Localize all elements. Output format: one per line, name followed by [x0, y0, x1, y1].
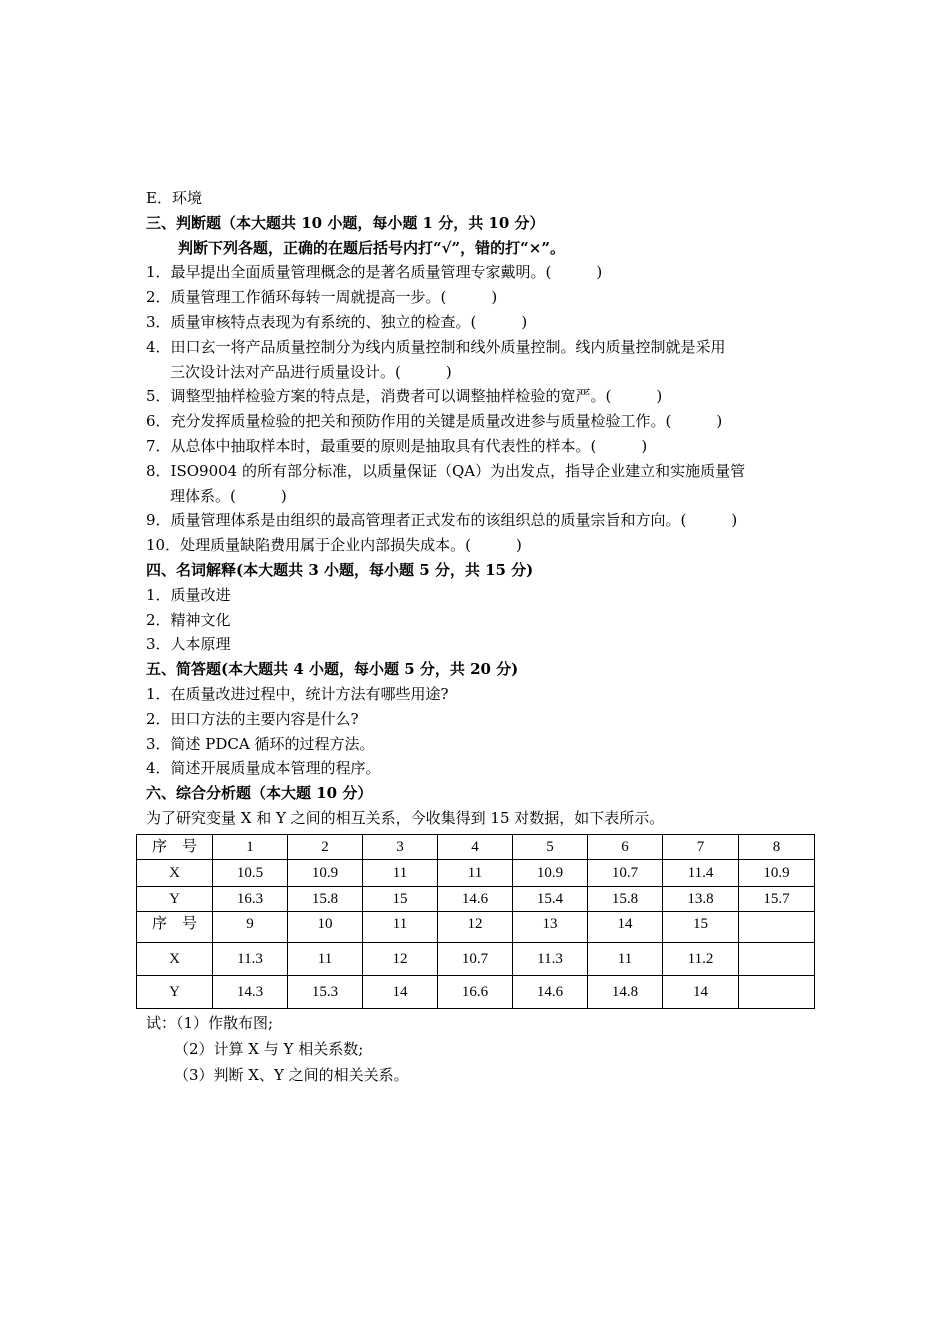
- table-cell: 2: [288, 835, 363, 860]
- table-cell: 11: [363, 860, 438, 887]
- table-cell: 11.3: [513, 943, 588, 976]
- table-cell: X: [137, 860, 213, 887]
- section-6-heading: 六、综合分析题（本大题 10 分）: [146, 784, 373, 803]
- task-list: [146, 1010, 816, 1088]
- table-row: [137, 887, 815, 912]
- table-row: [137, 943, 815, 976]
- table-cell: 15.4: [513, 887, 588, 912]
- table-cell: 15: [363, 887, 438, 912]
- tf-question-9: 9．质量管理体系是由组织的最高管理者正式发布的该组织总的质量宗旨和方向。( ): [146, 511, 738, 530]
- task-3: （3）判断 X、Y 之间的相关关系。: [174, 1066, 409, 1084]
- table-cell: 16.6: [438, 976, 513, 1009]
- table-cell: 11: [288, 943, 363, 976]
- table-cell: Y: [137, 976, 213, 1009]
- table-row: [137, 860, 815, 887]
- table-cell: 12: [438, 912, 513, 943]
- table-cell: 9: [213, 912, 288, 943]
- table-cell: 14.6: [438, 887, 513, 912]
- table-cell: 16.3: [213, 887, 288, 912]
- table-cell: 15.8: [288, 887, 363, 912]
- table-cell: 11.4: [663, 860, 739, 887]
- table-cell: 1: [213, 835, 288, 860]
- table-cell: 序 号: [137, 912, 213, 943]
- table-cell: 10: [288, 912, 363, 943]
- table-cell: 8: [739, 835, 815, 860]
- table-cell: 14.6: [513, 976, 588, 1009]
- term-2: 2．精神文化: [146, 610, 231, 629]
- table-cell: 13: [513, 912, 588, 943]
- tf-question-6: 6．充分发挥质量检验的把关和预防作用的关键是质量改进参与质量检验工作。( ): [146, 412, 723, 431]
- short-question-4: 4．简述开展质量成本管理的程序。: [146, 759, 381, 778]
- table-cell: 6: [588, 835, 663, 860]
- table-cell: 11: [363, 912, 438, 943]
- short-question-2: 2．田口方法的主要内容是什么?: [146, 709, 359, 728]
- table-cell: 3: [363, 835, 438, 860]
- table-cell: 14: [588, 912, 663, 943]
- table-cell: 11.2: [663, 943, 739, 976]
- section-3-heading: 三、判断题（本大题共 10 小题，每小题 1 分，共 10 分）: [146, 213, 545, 232]
- table-cell: 10.7: [438, 943, 513, 976]
- table-cell: 10.7: [588, 860, 663, 887]
- table-cell: 5: [513, 835, 588, 860]
- task-2: （2）计算 X 与 Y 相关系数;: [174, 1040, 364, 1058]
- section-6-intro: 为了研究变量 X 和 Y 之间的相互关系，今收集得到 15 对数据，如下表所示。: [146, 808, 665, 827]
- table-cell: 15: [663, 912, 739, 943]
- table-cell: 14.8: [588, 976, 663, 1009]
- table-cell: 10.9: [513, 860, 588, 887]
- short-question-3: 3．简述 PDCA 循环的过程方法。: [146, 734, 375, 753]
- term-1: 1．质量改进: [146, 585, 231, 604]
- table-cell: 7: [663, 835, 739, 860]
- table-cell: 14: [363, 976, 438, 1009]
- task-1: 试：（1）作散布图;: [146, 1014, 274, 1032]
- table-row: [137, 976, 815, 1009]
- tf-question-4: 4．田口玄一将产品质量控制分为线内质量控制和线外质量控制。线内质量控制就是采用: [146, 337, 726, 356]
- tf-question-10: 10．处理质量缺陷费用属于企业内部损失成本。( ): [146, 536, 522, 555]
- option-e: E．环境: [146, 189, 202, 207]
- table-cell: 10.5: [213, 860, 288, 887]
- table-cell: 11.3: [213, 943, 288, 976]
- table-cell: 15.3: [288, 976, 363, 1009]
- tf-question-1: 1．最早提出全面质量管理概念的是著名质量管理专家戴明。( ): [146, 263, 603, 282]
- table-cell: 13.8: [663, 887, 739, 912]
- tf-question-8: 8．ISO9004 的所有部分标准，以质量保证（QA）为出发点，指导企业建立和实施质量管: [146, 461, 746, 480]
- question-text-block: [146, 186, 816, 831]
- table-cell: Y: [137, 887, 213, 912]
- table-cell: 11: [438, 860, 513, 887]
- xy-data-table: [136, 834, 815, 1009]
- table-cell: 15.8: [588, 887, 663, 912]
- tf-question-2: 2．质量管理工作循环每转一周就提高一步。( ): [146, 288, 498, 307]
- table-cell: 10.9: [288, 860, 363, 887]
- table-cell: 10.9: [739, 860, 815, 887]
- table-row: [137, 835, 815, 860]
- table-cell: 15.7: [739, 887, 815, 912]
- tf-question-7: 7．从总体中抽取样本时，最重要的原则是抽取具有代表性的样本。( ): [146, 436, 648, 455]
- table-cell: 12: [363, 943, 438, 976]
- term-3: 3．人本原理: [146, 635, 231, 654]
- table-cell: 4: [438, 835, 513, 860]
- short-question-1: 1．在质量改进过程中，统计方法有哪些用途?: [146, 684, 449, 703]
- section-4-heading: 四、名词解释(本大题共 3 小题，每小题 5 分，共 15 分): [146, 560, 534, 579]
- table-cell: [739, 912, 815, 943]
- table-cell: [739, 943, 815, 976]
- table-cell: [739, 976, 815, 1009]
- tf-question-5: 5．调整型抽样检验方案的特点是，消费者可以调整抽样检验的宽严。( ): [146, 387, 663, 406]
- table-cell: 序 号: [137, 835, 213, 860]
- table-cell: 11: [588, 943, 663, 976]
- table-cell: X: [137, 943, 213, 976]
- table-cell: 14.3: [213, 976, 288, 1009]
- tf-question-8-cont: 理体系。( ): [170, 486, 287, 505]
- table-row: [137, 912, 815, 943]
- section-5-heading: 五、简答题(本大题共 4 小题，每小题 5 分，共 20 分): [146, 660, 519, 679]
- tf-question-4-cont: 三次设计法对产品进行质量设计。( ): [170, 362, 452, 381]
- tf-question-3: 3．质量审核特点表现为有系统的、独立的检查。( ): [146, 312, 528, 331]
- section-3-instruction: 判断下列各题，正确的在题后括号内打“√”，错的打“×”。: [178, 238, 565, 257]
- table-cell: 14: [663, 976, 739, 1009]
